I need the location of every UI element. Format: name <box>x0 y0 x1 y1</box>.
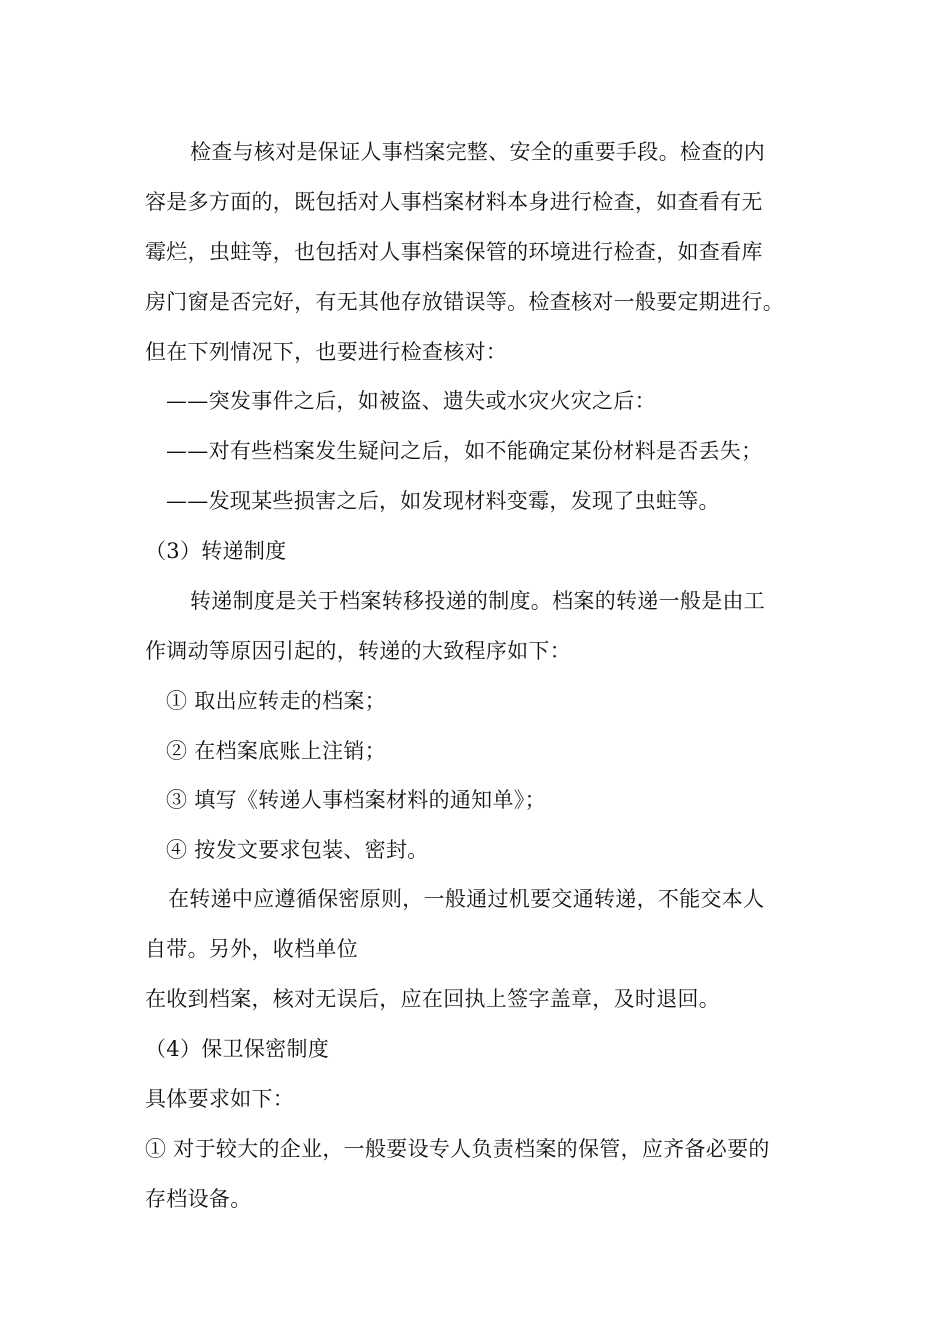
list-item: ③ 填写《转递人事档案材料的通知单》； <box>166 788 546 812</box>
paragraph-line: 检查与核对是保证人事档案完整、安全的重要手段。检查的内 <box>190 140 766 164</box>
paragraph-line: 具体要求如下： <box>145 1087 295 1111</box>
paragraph-line: 霉烂，虫蛀等，也包括对人事档案保管的环境进行检查，如查看库 <box>145 240 763 264</box>
list-item: ① 对于较大的企业，一般要设专人负责档案的保管，应齐备必要的 <box>145 1137 770 1161</box>
paragraph-line: 容是多方面的，既包括对人事档案材料本身进行检查，如查看有无 <box>145 190 763 214</box>
paragraph-line: 但在下列情况下，也要进行检查核对： <box>145 340 508 364</box>
paragraph-line: 自带。另外，收档单位 <box>145 937 358 961</box>
paragraph-line: 存档设备。 <box>145 1187 252 1211</box>
paragraph-line: 在收到档案，核对无误后，应在回执上签字盖章，及时退回。 <box>145 987 721 1011</box>
list-item: ① 取出应转走的档案； <box>166 689 386 713</box>
paragraph-line: 在转递中应遵循保密原则，一般通过机要交通转递，不能交本人 <box>168 887 765 911</box>
list-item: ——发现某些损害之后，如发现材料变霉，发现了虫蛀等。 <box>166 489 720 513</box>
section-heading: （3）转递制度 <box>145 539 287 563</box>
paragraph-line: 作调动等原因引起的，转递的大致程序如下： <box>145 639 571 663</box>
paragraph-line: 房门窗是否完好，有无其他存放错误等。检查核对一般要定期进行。 <box>145 290 784 314</box>
list-item: ④ 按发文要求包装、密封。 <box>166 838 429 862</box>
list-item: ——对有些档案发生疑问之后，如不能确定某份材料是否丢失； <box>166 439 763 463</box>
section-heading: （4）保卫保密制度 <box>145 1037 330 1061</box>
list-item: ② 在档案底账上注销； <box>166 739 386 763</box>
paragraph-line: 转递制度是关于档案转移投递的制度。档案的转递一般是由工 <box>190 589 766 613</box>
list-item: ——突发事件之后，如被盗、遗失或水灾火灾之后： <box>166 389 656 413</box>
